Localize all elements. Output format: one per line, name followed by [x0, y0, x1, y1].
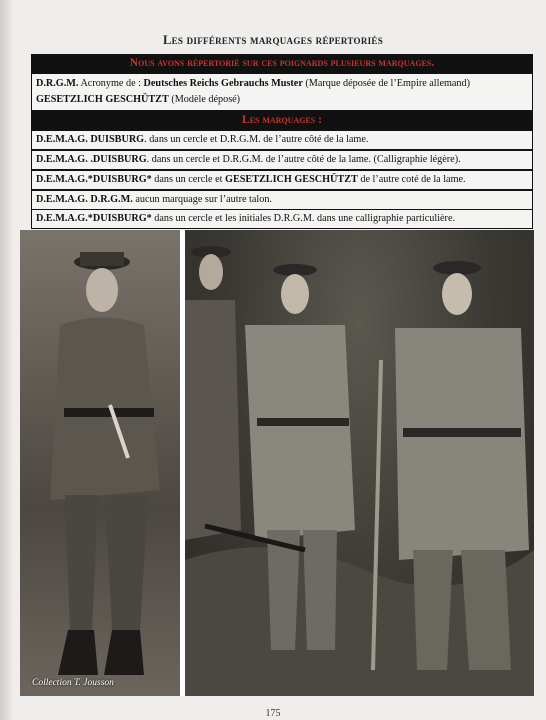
mark-row — [32, 131, 532, 149]
mark-desc: dans un cercle et — [151, 174, 226, 185]
intro-heading: Nous avons répertorié sur ces poignards plusieurs marquages. — [32, 55, 532, 72]
drgm-label: Acronyme de : — [80, 78, 141, 89]
mark-name: D.E.M.A.G. DUISBURG — [36, 134, 145, 145]
portrait-photo — [20, 230, 180, 696]
mark-name: D.E.M.A.G.*DUISBURG* — [36, 213, 152, 224]
mark-name-secondary: GESETZLICH GESCHÜTZT — [225, 174, 358, 185]
marks-heading: Les marquages : — [32, 112, 532, 129]
mark-desc: dans un cercle et les initiales D.R.G.M. dans une calligraphie particulière. — [151, 213, 456, 224]
photo-spread — [20, 230, 534, 696]
drgm-definition — [32, 74, 532, 110]
gesetz-label: GESETZLICH GESCHÜTZT — [36, 94, 169, 105]
mark-desc: . dans un cercle et D.R.G.M. de l’autre côté de la lame. — [144, 134, 369, 145]
page-number: 175 — [265, 708, 281, 719]
gesetz-note: (Modèle déposé) — [171, 94, 241, 105]
photo-caption: Collection T. Jousson — [32, 678, 114, 688]
mark-row — [32, 171, 532, 189]
mark-desc-secondary: de l’autre coté de la lame. — [357, 174, 466, 185]
drgm-abbr: D.R.G.M. — [36, 78, 79, 89]
mark-row — [32, 210, 532, 228]
mark-desc: . dans un cercle et D.R.G.M. de l’autre côté de la lame. (Calligraphie légère). — [146, 154, 461, 165]
running-head: Les différents marquages répertoriés — [162, 33, 384, 47]
mark-desc: aucun marquage sur l’autre talon. — [132, 194, 272, 205]
portrait-soldier-figure — [20, 230, 180, 696]
mark-name: D.E.M.A.G. D.R.G.M. — [36, 194, 133, 205]
drgm-full: Deutsches Reichs Gebrauchs Muster — [143, 78, 303, 89]
markings-panel — [31, 54, 533, 229]
mark-name: D.E.M.A.G.*DUISBURG* — [36, 174, 152, 185]
group-photo — [185, 230, 534, 696]
mark-row — [32, 151, 532, 169]
book-spine-shadow — [0, 0, 14, 720]
group-soldiers-figure — [185, 230, 534, 696]
mark-row — [32, 191, 532, 209]
drgm-note: (Marque déposée de l’Empire allemand) — [305, 78, 471, 89]
mark-name: D.E.M.A.G. .DUISBURG — [36, 154, 147, 165]
